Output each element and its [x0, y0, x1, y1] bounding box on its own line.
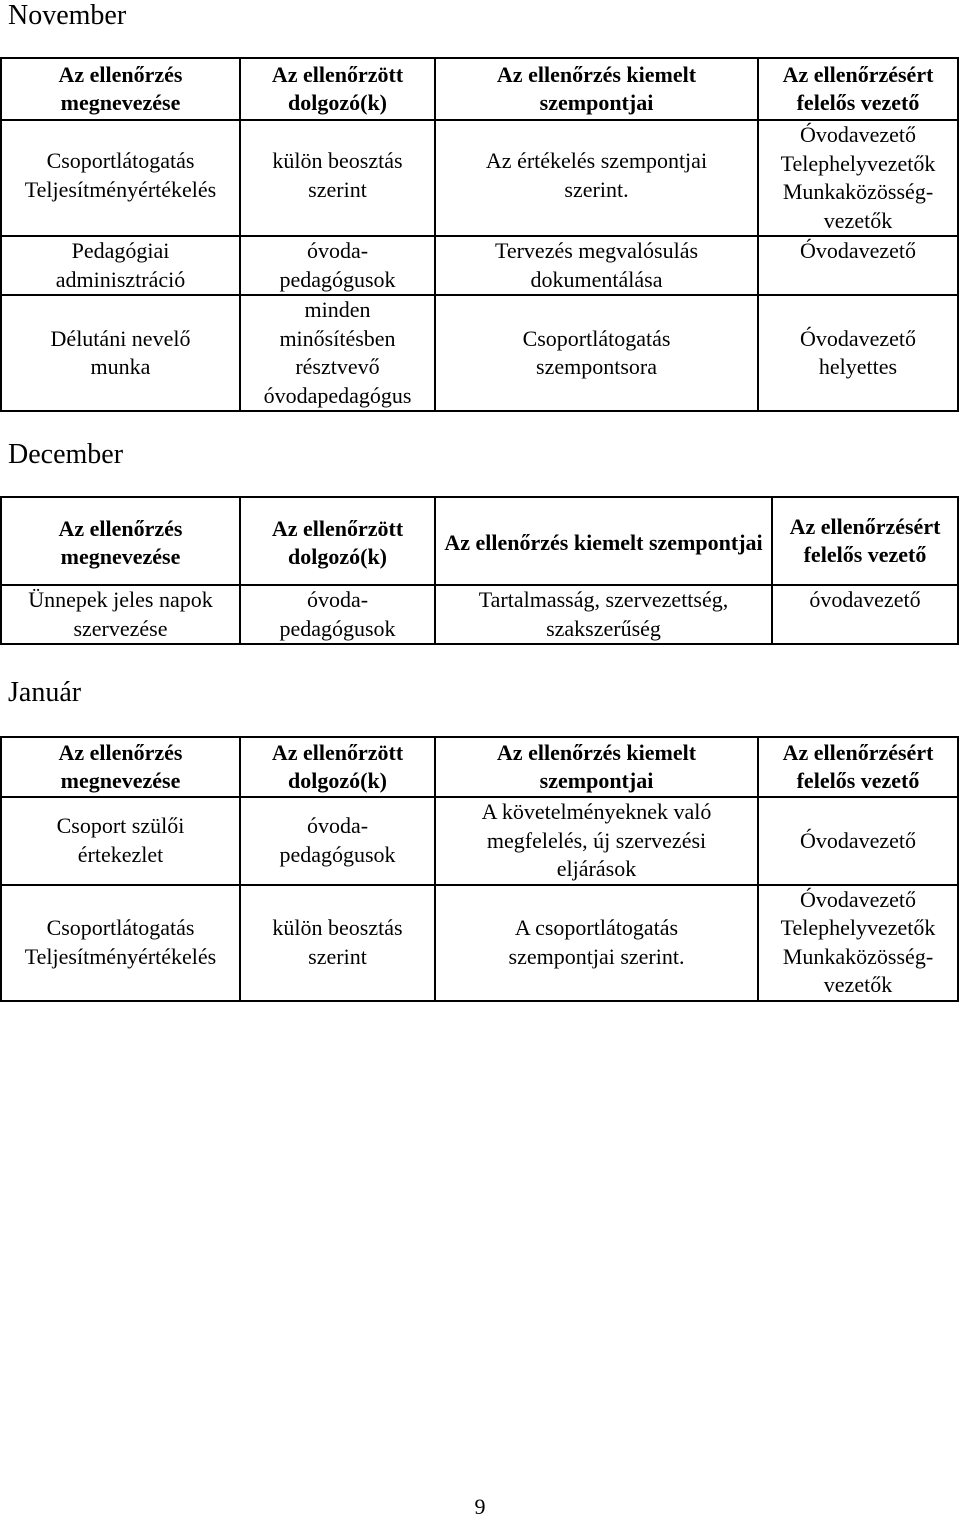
check-focus: Az értékelés szempontjai szerint.	[435, 120, 758, 236]
header-focus: Az ellenőrzés kiemelt szempontjai	[435, 58, 758, 120]
header-name: Az ellenőrzés megnevezése	[1, 737, 240, 797]
header-responsible: Az ellenőrzésért felelős vezető	[758, 737, 958, 797]
responsible-leader: óvodavezető	[772, 585, 958, 644]
table-row	[1, 585, 958, 644]
page-number: 9	[474, 1494, 486, 1519]
check-name: Csoportlátogatás Teljesítményértékelés	[1, 120, 240, 236]
header-name: Az ellenőrzés megnevezése	[1, 58, 240, 120]
header-employees: Az ellenőrzött dolgozó(k)	[240, 737, 435, 797]
responsible-leader: Óvodavezető helyettes	[758, 295, 958, 411]
header-responsible: Az ellenőrzésért felelős vezető	[772, 497, 958, 585]
responsible-leader: Óvodavezető Telephelyvezetők Munkaközösség- vezetők	[758, 885, 958, 1001]
section-title-november: November	[8, 0, 127, 31]
responsible-leader: Óvodavezető	[758, 236, 958, 295]
check-name: Ünnepek jeles napok szervezése	[1, 585, 240, 644]
checked-employees: minden minősítésben résztvevő óvodapedagógus	[240, 295, 435, 411]
check-name: Pedagógiai adminisztráció	[1, 236, 240, 295]
januar-table	[0, 736, 959, 1002]
check-focus: A követelményeknek való megfelelés, új szervezési eljárások	[435, 797, 758, 885]
header-row	[1, 737, 958, 797]
table-row	[1, 236, 958, 295]
table-row	[1, 797, 958, 885]
checked-employees: külön beosztás szerint	[240, 885, 435, 1001]
check-focus: Tervezés megvalósulás dokumentálása	[435, 236, 758, 295]
header-row	[1, 58, 958, 120]
check-name: Csoport szülői értekezlet	[1, 797, 240, 885]
checked-employees: külön beosztás szerint	[240, 120, 435, 236]
table-row	[1, 885, 958, 1001]
december-table	[0, 496, 959, 645]
header-employees: Az ellenőrzött dolgozó(k)	[240, 58, 435, 120]
checked-employees: óvoda- pedagógusok	[240, 236, 435, 295]
header-name: Az ellenőrzés megnevezése	[1, 497, 240, 585]
header-focus: Az ellenőrzés kiemelt szempontjai	[435, 497, 772, 585]
header-row	[1, 497, 958, 585]
table-row	[1, 295, 958, 411]
header-responsible: Az ellenőrzésért felelős vezető	[758, 58, 958, 120]
responsible-leader: Óvodavezető Telephelyvezetők Munkaközösség- vezetők	[758, 120, 958, 236]
checked-employees: óvoda- pedagógusok	[240, 585, 435, 644]
check-focus: Csoportlátogatás szempontsora	[435, 295, 758, 411]
header-employees: Az ellenőrzött dolgozó(k)	[240, 497, 435, 585]
november-table	[0, 57, 959, 412]
section-title-januar: Január	[8, 677, 82, 708]
header-focus: Az ellenőrzés kiemelt szempontjai	[435, 737, 758, 797]
check-focus: Tartalmasság, szervezettség, szakszerűség	[435, 585, 772, 644]
table-row	[1, 120, 958, 236]
section-title-december: December	[8, 439, 124, 470]
check-name: Délutáni nevelő munka	[1, 295, 240, 411]
check-name: Csoportlátogatás Teljesítményértékelés	[1, 885, 240, 1001]
responsible-leader: Óvodavezető	[758, 797, 958, 885]
check-focus: A csoportlátogatás szempontjai szerint.	[435, 885, 758, 1001]
checked-employees: óvoda- pedagógusok	[240, 797, 435, 885]
